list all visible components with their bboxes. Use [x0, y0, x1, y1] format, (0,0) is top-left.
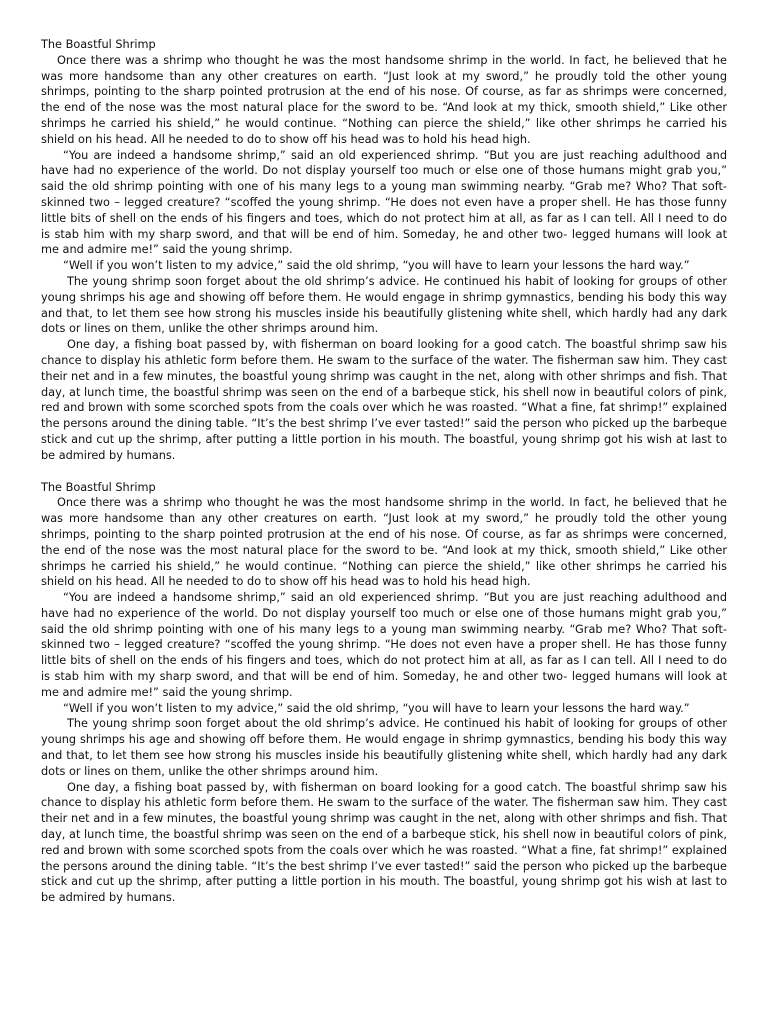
- story-paragraph: One day, a fishing boat passed by, with fisherman on board looking for a good catch. The boastful shrimp saw his chance to display his athletic form before them. He swam to the surface of the water. The fisherman saw him. They cast their net and in a few minutes, the boastful young shrimp was caught in the net, along with other shrimps and fish. That day, at lunch time, the boastful shrimp was seen on the end of a barbeque stick, his shell now in beautiful colors of pink, red and brown with some scorched spots from the coals over which he was roasted. “What a fine, fat shrimp!” explained the persons around the dining table. “It’s the best shrimp I’ve ever tasted!” said the person who picked up the barbeque stick and cut up the shrimp, after putting a little portion in his mouth. The boastful, young shrimp got his wish at last to be admired by humans.: [41, 780, 727, 905]
- story-paragraph: The young shrimp soon forget about the old shrimp’s advice. He continued his habit of looking for groups of other young shrimps his age and showing off before them. He would engage in shrimp gymnastics, bending his body this way and that, to let them see how strong his muscles inside his beautifully glistening white shell, which hardly had any dark dots or lines on them, unlike the other shrimps around him.: [41, 274, 727, 336]
- story-paragraph: The young shrimp soon forget about the old shrimp’s advice. He continued his habit of looking for groups of other young shrimps his age and showing off before them. He would engage in shrimp gymnastics, bending his body this way and that, to let them see how strong his muscles inside his beautifully glistening white shell, which hardly had any dark dots or lines on them, unlike the other shrimps around him.: [41, 717, 727, 778]
- story-section: [41, 37, 727, 464]
- story-paragraph: “You are indeed a handsome shrimp,” said an old experienced shrimp. “But you are just reaching adulthood and have had no experience of the world. Do not display yourself too much or else one of those humans might grab you,” said the old shrimp pointing with one of his many legs to a young man swimming nearby. “Grab me? Who? That soft- skinned two – legged creature? “scoffed the young shrimp. “He does not even have a proper shell. He has those funny little bits of shell on the ends of his fingers and toes, which do not protect him at all, as far as I can tell. All I need to do is stab him with my sharp sword, and that will be end of him. Someday, he and other two- legged humans will look at me and admire me!” said the young shrimp.: [41, 591, 727, 699]
- story-paragraph: One day, a fishing boat passed by, with fisherman on board looking for a good catch. The boastful shrimp saw his chance to display his athletic form before them. He swam to the surface of the water. The fisherman saw him. They cast their net and in a few minutes, the boastful young shrimp was caught in the net, along with other shrimps and fish. That day, at lunch time, the boastful shrimp was seen on the end of a barbeque stick, his shell now in beautiful colors of pink, red and brown with some scorched spots from the coals over which he was roasted. “What a fine, fat shrimp!” explained the persons around the dining table. “It’s the best shrimp I’ve ever tasted!” said the person who picked up the barbeque stick and cut up the shrimp, after putting a little portion in his mouth. The boastful, young shrimp got his wish at last to be admired by humans.: [41, 338, 727, 462]
- story-paragraph: “Well if you won’t listen to my advice,” said the old shrimp, “you will have to learn your lessons the hard way.”: [63, 259, 690, 273]
- story-paragraph: Once there was a shrimp who thought he was the most handsome shrimp in the world. In fact, he believed that he was more handsome than any other creatures on earth. “Just look at my sword,” he proudly told the other young shrimps, pointing to the sharp pointed protrusion at the end of his nose. Of course, as far as shrimps were concerned, the end of the nose was the most natural place for the sword to be. “And look at my thick, smooth shield,” Like other shrimps he carried his shield,” he would continue. “Nothing can pierce the shield,” like other shrimps he carried his shield on his head. All he needed to do to show off his head was to hold his head high.: [41, 496, 727, 589]
- story-paragraph: Once there was a shrimp who thought he was the most handsome shrimp in the world. In fact, he believed that he was more handsome than any other creatures on earth. “Just look at my sword,” he proudly told the other young shrimps, pointing to the sharp pointed protrusion at the end of his nose. Of course, as far as shrimps were concerned, the end of the nose was the most natural place for the sword to be. “And look at my thick, smooth shield,” Like other shrimps he carried his shield,” he would continue. “Nothing can pierce the shield,” like other shrimps he carried his shield on his head. All he needed to do to show off his head was to hold his head high.: [41, 53, 727, 146]
- story-title: The Boastful Shrimp: [41, 38, 156, 51]
- story-title: The Boastful Shrimp: [41, 480, 156, 494]
- story-paragraph: “You are indeed a handsome shrimp,” said an old experienced shrimp. “But you are just reaching adulthood and have had no experience of the world. Do not display yourself too much or else one of those humans might grab you,” said the old shrimp pointing with one of his many legs to a young man swimming nearby. “Grab me? Who? That soft- skinned two – legged creature? “scoffed the young shrimp. “He does not even have a proper shell. He has those funny little bits of shell on the ends of his fingers and toes, which do not protect him at all, as far as I can tell. All I need to do is stab him with my sharp sword, and that will be end of him. Someday, he and other two- legged humans will look at me and admire me!” said the young shrimp.: [41, 148, 727, 257]
- document-page: [41, 37, 727, 906]
- story-section: [41, 480, 727, 907]
- story-paragraph: “Well if you won’t listen to my advice,” said the old shrimp, “you will have to learn your lessons the hard way.”: [63, 701, 690, 715]
